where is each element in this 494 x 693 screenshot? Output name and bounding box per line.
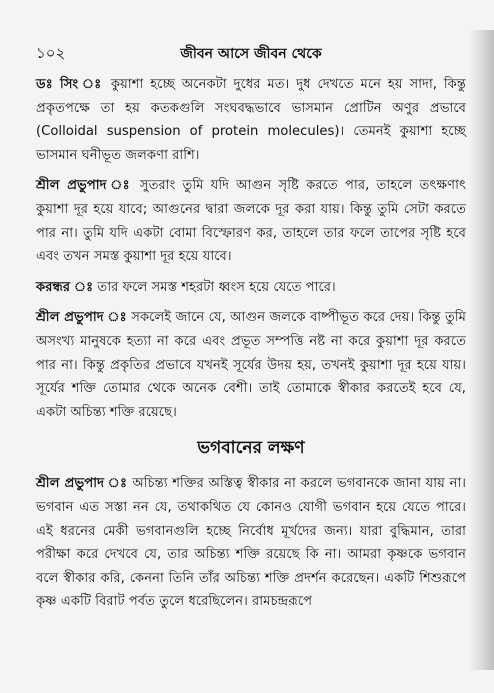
section-heading: ভগবানের লক্ষণ [197, 438, 305, 459]
facing-page-shadow [468, 30, 494, 670]
speaker-label: শ্রীল প্রভুপাদ ঃ [36, 310, 127, 326]
page-header [36, 42, 466, 66]
dialogue-text: সুতরাং তুমি যদি আগুন সৃষ্টি করতে পার, তাহলে তৎক্ষণাৎ কুয়াশা দূর হয়ে যাবে; আগুনের দ্বারা জলকে দূর করা যায়। কিন্তু তুমি সেটা করতে পার না। তুমি যদি একটা বোমা বিস্ফোরণ কর, তাহলে তার ফলে তাপের সৃষ্টি হবে এবং তখন সমস্ত কুয়াশা দূর হয়ে যাবে। [36, 178, 466, 265]
dialogue-text: কুয়াশা হচ্ছে অনেকটা দুধের মত। দুধ দেখতে মনে হয় সাদা, কিন্তু প্রকৃতপক্ষে তা হয় কতকগুলি সংঘবদ্ধভাবে ভাসমান প্রোটিন অণুর প্রভাবে (Colloidal suspension of protein molecules)। তেমনই কুয়াশা হচ্ছে ভাসমান ঘনীভূত জলকণা রাশি। [36, 77, 466, 163]
dialogue-paragraph [36, 472, 466, 614]
dialogue-text: সকলেই জানে যে, আগুন জলকে বাষ্পীভূত করে দেয়। কিন্তু তুমি অসংখ্য মানুষকে হত্যা না করে এবং প্রভূত সম্পত্তি নষ্ট না করে কুয়াশা দূর করতে পার না। কিন্তু প্রকৃতির প্রভাবে যখনই সূর্যের উদয় হয়, তখনই কুয়াশা দূর হয়ে যায়। সূর্যের শক্তি তোমার থেকে অনেক বেশী। তাই তোমাকে স্বীকার করতেই হবে যে, একটা অচিন্ত্য শক্তি রয়েছে। [36, 310, 466, 420]
speaker-label: শ্রীল প্রভুপাদ ঃ [36, 476, 128, 492]
speaker-label: ডঃ সিং ঃ [36, 77, 104, 92]
speaker-label: শ্রীল প্রভুপাদ ঃ [36, 178, 133, 194]
dialogue-paragraph [36, 306, 466, 424]
dialogue-text: তার ফলে সমস্ত শহরটা ধ্বংস হয়ে যেতে পারে। [97, 279, 336, 295]
page-number: ১০২ [36, 44, 66, 62]
running-title: জীবন আসে জীবন থেকে [180, 46, 322, 62]
dialogue-paragraph [36, 174, 466, 268]
dialogue-text: অচিন্ত্য শক্তির অস্তিত্ব স্বীকার না করলে ভগবানকে জানা যায় না। ভগবান এত সস্তা নন যে, তথাকথিত যে কোনও যোগী ভগবান হয়ে যেতে পারে। এই ধরনের মেকী ভগবানগুলি হচ্ছে নির্বোধ মূর্খদের জন্য। যারা বুদ্ধিমান, তারা পরীক্ষা করে দেখবে যে, তার অচিন্ত্য শক্তি রয়েছে কি না। আমরা কৃষ্ণকে ভগবান বলে স্বীকার করি, কেননা তিনি তাঁর অচিন্ত্য শক্তি প্রদর্শন করেছেন। একটি শিশুরূপে কৃষ্ণ একটি বিরাট পর্বত তুলে ধরেছিলেন। রামচন্দ্ররূপে [36, 476, 466, 610]
dialogue-paragraph [36, 276, 466, 300]
page-body [36, 73, 466, 621]
dialogue-paragraph [36, 73, 466, 167]
speaker-label: করন্ধর ঃ [36, 279, 94, 295]
